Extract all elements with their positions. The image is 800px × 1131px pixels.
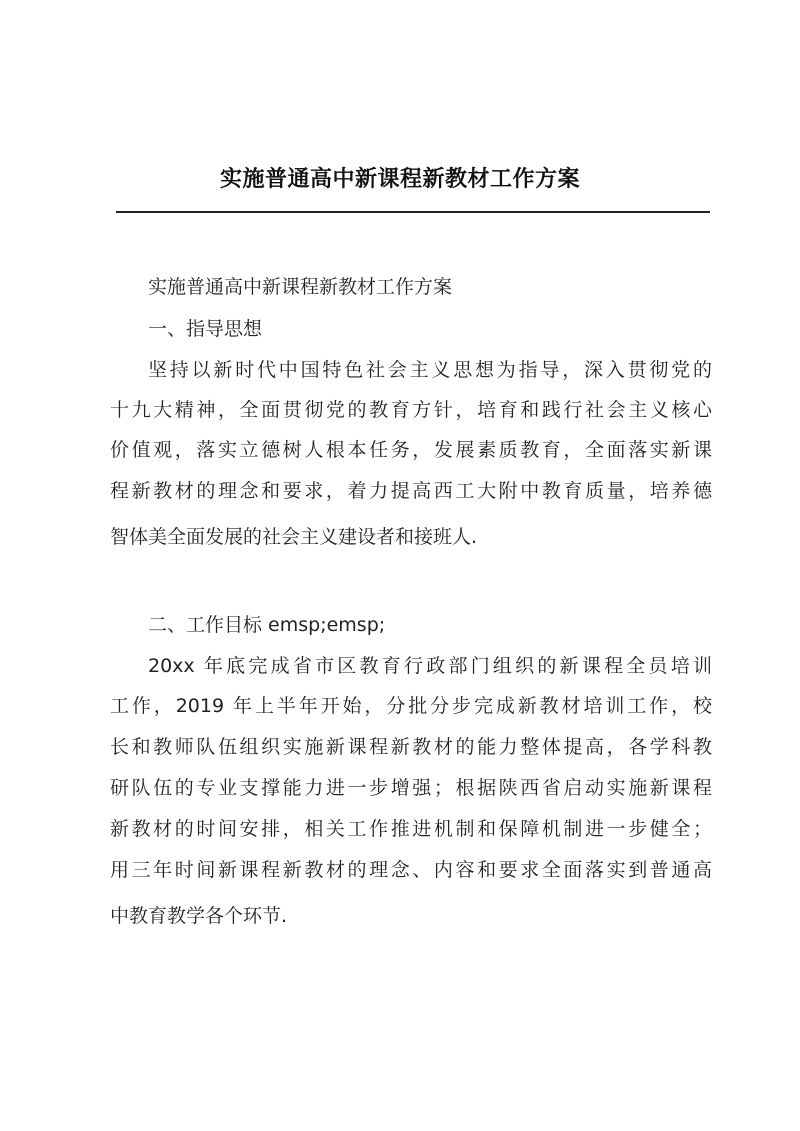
section-1-heading: 一、指导思想 (148, 318, 263, 340)
section-2-line: 新教材的时间安排，相关工作推进机制和保障机制进一步健全； (110, 818, 712, 840)
section-1-line: 智体美全面发展的社会主义建设者和接班人. (110, 526, 478, 548)
section-2-line: 20xx 年底完成省市区教育行政部门组织的新课程全员培训 (148, 655, 712, 677)
section-2-line: 研队伍的专业支撑能力进一步增强；根据陕西省启动实施新课程 (110, 777, 712, 799)
section-2-line: 中教育教学各个环节. (110, 905, 288, 927)
section-2-line: 工作，2019 年上半年开始，分批分步完成新教材培训工作，校 (110, 695, 712, 717)
body-subtitle: 实施普通高中新课程新教材工作方案 (148, 276, 453, 298)
document-title: 实施普通高中新课程新教材工作方案 (219, 166, 580, 192)
section-2-heading: 二、工作目标 emsp;emsp; (148, 614, 386, 636)
section-1-line: 坚持以新时代中国特色社会主义思想为指导，深入贯彻党的 (148, 359, 712, 381)
section-1-line: 程新教材的理念和要求，着力提高西工大附中教育质量，培养德 (110, 480, 712, 502)
section-1-line: 十九大精神，全面贯彻党的教育方针，培育和践行社会主义核心 (110, 399, 712, 421)
document-body (110, 0, 712, 1131)
section-2-line: 长和教师队伍组织实施新课程新教材的能力整体提高，各学科教 (110, 736, 712, 758)
section-1-line: 价值观，落实立德树人根本任务，发展素质教育，全面落实新课 (110, 439, 712, 461)
section-2-line: 用三年时间新课程新教材的理念、内容和要求全面落实到普通高 (110, 859, 712, 881)
